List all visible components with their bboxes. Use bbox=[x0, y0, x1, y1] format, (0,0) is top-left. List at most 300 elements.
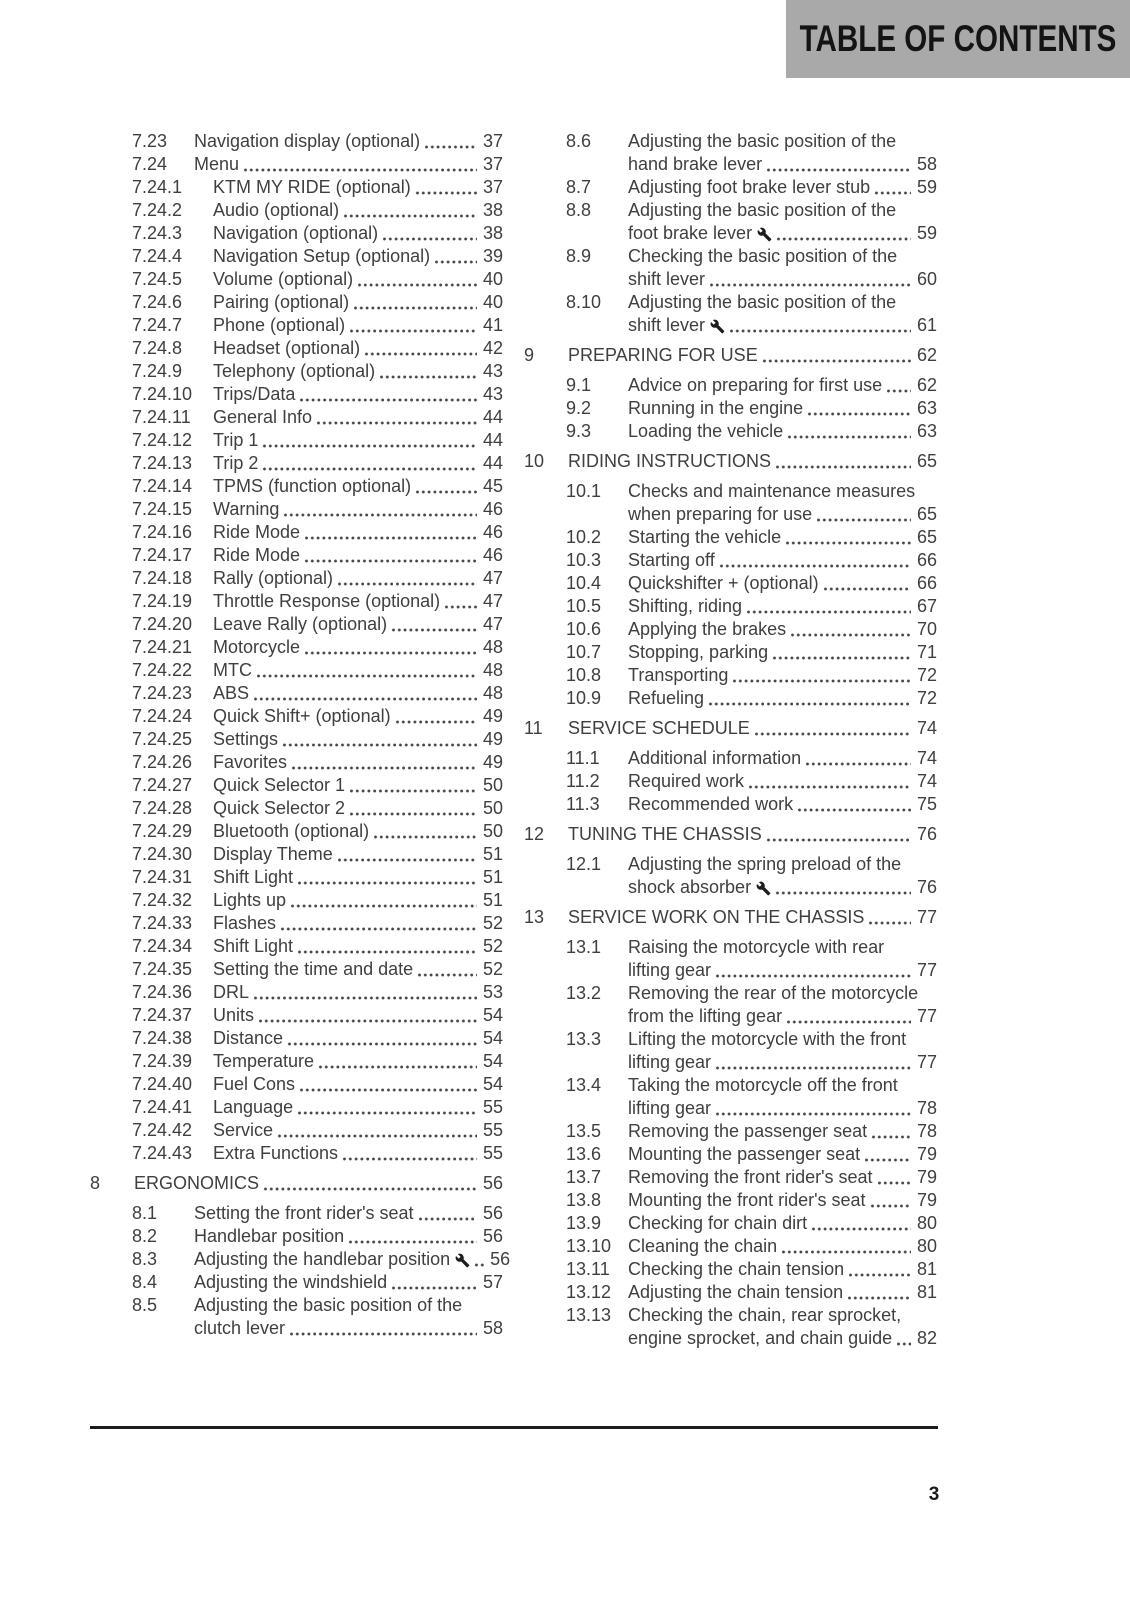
toc-entry-last-line bbox=[628, 747, 937, 770]
dot-leader bbox=[775, 890, 911, 896]
toc-entry-last-line bbox=[213, 245, 503, 268]
toc-entry-last-line bbox=[628, 397, 937, 420]
dot-leader bbox=[848, 1272, 911, 1278]
toc-entry-body bbox=[213, 1119, 503, 1142]
toc-entry-title: TPMS (function optional) bbox=[213, 476, 412, 496]
toc-entry-page: 50 bbox=[482, 775, 503, 795]
toc-entry bbox=[524, 595, 937, 618]
toc-entry-title: shock absorber bbox=[628, 877, 752, 897]
toc-entry-last-line bbox=[194, 130, 503, 153]
toc-entry-title: Cleaning the chain bbox=[628, 1236, 778, 1256]
toc-entry-number: 7.24.4 bbox=[132, 246, 183, 266]
toc-entry-page: 40 bbox=[482, 269, 503, 289]
toc-entry-body bbox=[213, 544, 503, 567]
toc-entry-title: Quick Selector 2 bbox=[213, 798, 346, 818]
toc-entry-last-line bbox=[213, 590, 503, 613]
toc-entry-number: 9.2 bbox=[566, 398, 592, 418]
dot-leader bbox=[373, 834, 477, 840]
toc-entry-number: 8.8 bbox=[566, 200, 592, 220]
toc-entry-number: 8.2 bbox=[132, 1226, 158, 1246]
toc-entry bbox=[90, 705, 503, 728]
toc-entry-title: Running in the engine bbox=[628, 398, 804, 418]
toc-entry-title: shift lever bbox=[628, 315, 706, 335]
dot-leader bbox=[805, 761, 911, 767]
toc-entry-number: 10.3 bbox=[566, 550, 602, 570]
toc-entry-title: engine sprocket, and chain guide bbox=[628, 1328, 893, 1348]
toc-entry-title: Motorcycle bbox=[213, 637, 301, 657]
toc-entry-page: 46 bbox=[482, 545, 503, 565]
toc-entry bbox=[524, 1143, 937, 1166]
toc-entry-page: 53 bbox=[482, 982, 503, 1002]
toc-entry-last-line bbox=[213, 935, 503, 958]
toc-entry-body bbox=[213, 429, 503, 452]
toc-entry-body bbox=[213, 521, 503, 544]
toc-entry bbox=[524, 906, 937, 929]
dot-leader bbox=[291, 765, 477, 771]
toc-entry-number: 7.24.12 bbox=[132, 430, 193, 450]
toc-entry-last-line bbox=[213, 567, 503, 590]
toc-entry-last-line bbox=[194, 1317, 503, 1340]
toc-entry-number: 7.24.32 bbox=[132, 890, 193, 910]
toc-entry-last-line bbox=[628, 153, 937, 176]
toc-entry-body bbox=[628, 770, 937, 793]
dot-leader bbox=[732, 678, 911, 684]
toc-entry bbox=[90, 912, 503, 935]
toc-entry-number: 7.24.29 bbox=[132, 821, 193, 841]
toc-entry bbox=[524, 291, 937, 337]
toc-entry bbox=[90, 1294, 503, 1340]
dot-leader bbox=[415, 489, 477, 495]
toc-entry-body bbox=[213, 452, 503, 475]
toc-entry-body bbox=[628, 1235, 937, 1258]
toc-entry-page: 76 bbox=[916, 877, 937, 897]
toc-entry-title: Pairing (optional) bbox=[213, 292, 350, 312]
toc-entry-number: 13.6 bbox=[566, 1144, 602, 1164]
toc-entry-title: KTM MY RIDE (optional) bbox=[213, 177, 411, 197]
dot-leader bbox=[444, 604, 477, 610]
toc-entry-body bbox=[628, 793, 937, 816]
toc-entry-last-line bbox=[194, 1202, 503, 1225]
dot-leader bbox=[417, 972, 477, 978]
dot-leader bbox=[772, 655, 911, 661]
toc-entry-title: Trips/Data bbox=[213, 384, 296, 404]
toc-entry-page: 58 bbox=[482, 1318, 503, 1338]
toc-entry-title: Headset (optional) bbox=[213, 338, 361, 358]
toc-entry-body bbox=[628, 1143, 937, 1166]
toc-entry-page: 41 bbox=[482, 315, 503, 335]
dot-leader bbox=[262, 466, 477, 472]
dot-leader bbox=[870, 1203, 911, 1209]
toc-entry-last-line bbox=[628, 503, 937, 526]
toc-entry-title: TUNING THE CHASSIS bbox=[568, 824, 762, 844]
toc-entry-body bbox=[213, 1073, 503, 1096]
toc-entry-title-line1: Lifting the motorcycle with the front bbox=[628, 1029, 907, 1049]
toc-entry-title: ERGONOMICS bbox=[134, 1173, 260, 1193]
toc-entry-title: Trip 1 bbox=[213, 430, 259, 450]
toc-entry-body bbox=[628, 1166, 937, 1189]
dot-leader bbox=[864, 1157, 911, 1163]
dot-leader bbox=[348, 1239, 477, 1245]
toc-entry-body bbox=[628, 687, 937, 710]
toc-entry-page: 78 bbox=[916, 1121, 937, 1141]
toc-entry-title: Audio (optional) bbox=[213, 200, 340, 220]
toc-entry-page: 72 bbox=[916, 665, 937, 685]
dot-leader bbox=[289, 1331, 477, 1337]
toc-entry-number: 7.24.30 bbox=[132, 844, 193, 864]
toc-entry-page: 82 bbox=[916, 1328, 937, 1348]
dot-leader bbox=[391, 627, 477, 633]
toc-entry-body bbox=[213, 245, 503, 268]
dot-leader bbox=[748, 784, 911, 790]
toc-entry bbox=[524, 687, 937, 710]
toc-entry-number: 7.24.9 bbox=[132, 361, 183, 381]
toc-entry-title: Setting the time and date bbox=[213, 959, 414, 979]
toc-entry-last-line bbox=[213, 1027, 503, 1050]
toc-entry-title: Bluetooth (optional) bbox=[213, 821, 370, 841]
dot-leader bbox=[282, 742, 477, 748]
toc-entry-page: 77 bbox=[916, 907, 937, 927]
toc-entry-page: 77 bbox=[916, 1052, 937, 1072]
toc-entry bbox=[90, 843, 503, 866]
dot-leader bbox=[797, 807, 911, 813]
toc-entry-title: Volume (optional) bbox=[213, 269, 354, 289]
toc-entry bbox=[524, 245, 937, 291]
toc-entry-body bbox=[213, 636, 503, 659]
toc-entry-body bbox=[628, 936, 937, 982]
toc-entry-title: General Info bbox=[213, 407, 313, 427]
toc-entry-title: when preparing for use bbox=[628, 504, 813, 524]
toc-entry-page: 65 bbox=[916, 451, 937, 471]
toc-entry-page: 50 bbox=[482, 798, 503, 818]
toc-entry-last-line bbox=[628, 420, 937, 443]
toc-entry-number: 13.13 bbox=[566, 1305, 612, 1325]
toc-entry-last-line bbox=[194, 1248, 511, 1271]
dot-leader bbox=[754, 731, 911, 737]
toc-entry bbox=[90, 544, 503, 567]
toc-entry-page: 38 bbox=[482, 223, 503, 243]
toc-entry-title: Units bbox=[213, 1005, 255, 1025]
dot-leader bbox=[715, 973, 911, 979]
toc-entry-body bbox=[213, 199, 503, 222]
toc-entry-last-line bbox=[213, 636, 503, 659]
dot-leader bbox=[415, 190, 477, 196]
toc-entry-last-line bbox=[213, 958, 503, 981]
toc-entry-page: 56 bbox=[490, 1249, 511, 1269]
toc-entry-title: Mounting the front rider's seat bbox=[628, 1190, 866, 1210]
toc-entry-body bbox=[628, 1074, 937, 1120]
toc-entry-body bbox=[628, 397, 937, 420]
toc-entry-title: clutch lever bbox=[194, 1318, 286, 1338]
toc-entry-title: Distance bbox=[213, 1028, 284, 1048]
toc-entry-number: 7.24.34 bbox=[132, 936, 193, 956]
toc-entry bbox=[90, 1050, 503, 1073]
toc-entry-last-line bbox=[213, 498, 503, 521]
toc-entry-number: 7.24.42 bbox=[132, 1120, 193, 1140]
toc-entry-last-line bbox=[213, 452, 503, 475]
toc-entry-number: 7.24.2 bbox=[132, 200, 183, 220]
toc-entry-number: 13.12 bbox=[566, 1282, 612, 1302]
toc-entry-body bbox=[628, 664, 937, 687]
toc-entry-title: foot brake lever bbox=[628, 223, 753, 243]
toc-column-left bbox=[90, 130, 511, 1340]
dot-leader bbox=[868, 920, 911, 926]
dot-leader bbox=[262, 443, 477, 449]
toc-entry-body bbox=[628, 572, 937, 595]
toc-entry-body bbox=[628, 291, 937, 337]
toc-entry-number: 10 bbox=[524, 451, 545, 471]
toc-entry-body bbox=[628, 526, 937, 549]
toc-entry bbox=[524, 199, 937, 245]
toc-entry-number: 13.9 bbox=[566, 1213, 602, 1233]
toc-entry-last-line bbox=[628, 1051, 937, 1074]
toc-entry-title: Flashes bbox=[213, 913, 277, 933]
toc-entry bbox=[90, 728, 503, 751]
toc-entry-body bbox=[213, 659, 503, 682]
toc-entry-last-line bbox=[213, 314, 503, 337]
toc-entry-title-line1: Checking the basic position of the bbox=[628, 246, 898, 266]
toc-entry-number: 8.7 bbox=[566, 177, 592, 197]
dot-leader bbox=[816, 517, 911, 523]
footer-divider bbox=[90, 1426, 938, 1429]
toc-entry-page: 37 bbox=[482, 177, 503, 197]
dot-leader bbox=[766, 837, 911, 843]
toc-entry-page: 62 bbox=[916, 375, 937, 395]
dot-leader bbox=[424, 144, 477, 150]
toc-entry-number: 7.24.18 bbox=[132, 568, 193, 588]
toc-entry-number: 7.24.39 bbox=[132, 1051, 193, 1071]
toc-entry-page: 52 bbox=[482, 913, 503, 933]
toc-entry-page: 47 bbox=[482, 591, 503, 611]
toc-entry-page: 45 bbox=[482, 476, 503, 496]
toc-entry-title: Leave Rally (optional) bbox=[213, 614, 388, 634]
toc-entry bbox=[524, 770, 937, 793]
toc-entry-page: 77 bbox=[916, 960, 937, 980]
toc-entry-body bbox=[213, 797, 503, 820]
toc-entry-body bbox=[628, 1304, 937, 1350]
toc-entry-page: 80 bbox=[916, 1213, 937, 1233]
toc-entry-title: Starting the vehicle bbox=[628, 527, 782, 547]
toc-entry-last-line bbox=[628, 1327, 937, 1350]
toc-entry-body bbox=[134, 1172, 503, 1195]
toc-entry-page: 49 bbox=[482, 752, 503, 772]
toc-entry-page: 55 bbox=[482, 1143, 503, 1163]
toc-entry bbox=[90, 1202, 503, 1225]
dot-leader bbox=[746, 609, 911, 615]
toc-entry-number: 7.24.28 bbox=[132, 798, 193, 818]
toc-entry-page: 48 bbox=[482, 637, 503, 657]
toc-entry-title: Starting off bbox=[628, 550, 715, 570]
toc-entry-page: 38 bbox=[482, 200, 503, 220]
toc-entry bbox=[90, 1119, 503, 1142]
dot-leader bbox=[256, 673, 477, 679]
toc-entry-page: 51 bbox=[482, 890, 503, 910]
toc-entry-body bbox=[194, 1248, 511, 1271]
toc-entry-body bbox=[628, 245, 937, 291]
toc-entry bbox=[90, 682, 503, 705]
toc-entry bbox=[524, 1258, 937, 1281]
toc-entry-title: Applying the brakes bbox=[628, 619, 787, 639]
toc-entry-page: 50 bbox=[482, 821, 503, 841]
toc-entry bbox=[524, 936, 937, 982]
toc-entry-page: 44 bbox=[482, 430, 503, 450]
toc-entry-body bbox=[213, 751, 503, 774]
toc-entry-last-line bbox=[628, 1258, 937, 1281]
toc-entry-title-line1: Removing the rear of the motorcycle bbox=[628, 983, 919, 1003]
toc-entry-page: 79 bbox=[916, 1190, 937, 1210]
toc-entry-body bbox=[213, 1004, 503, 1027]
toc-entry-title: MTC bbox=[213, 660, 252, 680]
dot-leader bbox=[708, 701, 911, 707]
toc-entry-body bbox=[213, 912, 503, 935]
toc-entry-title: Additional information bbox=[628, 748, 802, 768]
toc-entry-body bbox=[628, 641, 937, 664]
toc-entry-page: 56 bbox=[482, 1203, 503, 1223]
toc-entry-body bbox=[194, 130, 503, 153]
toc-entry-page: 59 bbox=[916, 177, 937, 197]
toc-entry-body bbox=[213, 360, 503, 383]
toc-entry bbox=[524, 618, 937, 641]
toc-entry-title-line1: Taking the motorcycle off the front bbox=[628, 1075, 898, 1095]
toc-entry-page: 44 bbox=[482, 407, 503, 427]
dot-leader bbox=[379, 374, 477, 380]
toc-entry-number: 7.24.19 bbox=[132, 591, 193, 611]
toc-entry-number: 11.2 bbox=[566, 771, 600, 791]
dot-leader bbox=[349, 811, 477, 817]
toc-entry-page: 54 bbox=[482, 1005, 503, 1025]
wrench-icon bbox=[756, 881, 771, 896]
toc-entry-last-line bbox=[213, 544, 503, 567]
dot-leader bbox=[304, 650, 477, 656]
toc-entry bbox=[90, 935, 503, 958]
toc-entry-number: 13.4 bbox=[566, 1075, 602, 1095]
toc-entry-number: 11 bbox=[524, 718, 543, 738]
toc-entry-last-line bbox=[628, 770, 937, 793]
dot-leader bbox=[243, 167, 477, 173]
toc-entry-number: 11.3 bbox=[566, 794, 600, 814]
toc-entry-title: ABS bbox=[213, 683, 250, 703]
dot-leader bbox=[811, 1226, 911, 1232]
dot-leader bbox=[874, 190, 911, 196]
toc-entry bbox=[90, 153, 503, 176]
dot-leader bbox=[297, 880, 477, 886]
toc-entry-body bbox=[213, 498, 503, 521]
toc-entry-title: Setting the front rider's seat bbox=[194, 1203, 414, 1223]
toc-entry bbox=[524, 176, 937, 199]
toc-entry bbox=[524, 1281, 937, 1304]
toc-entry-last-line bbox=[213, 429, 503, 452]
toc-entry-page: 39 bbox=[482, 246, 503, 266]
toc-entry bbox=[90, 1225, 503, 1248]
toc-entry-title: Menu bbox=[194, 154, 240, 174]
wrench-icon bbox=[455, 1253, 470, 1268]
toc-entry-last-line bbox=[213, 521, 503, 544]
toc-entry bbox=[524, 1166, 937, 1189]
toc-entry bbox=[524, 1028, 937, 1074]
toc-entry-body bbox=[628, 1028, 937, 1074]
toc-entry bbox=[90, 1248, 511, 1271]
toc-entry-title: Shifting, riding bbox=[628, 596, 743, 616]
page-title: TABLE OF CONTENTS bbox=[799, 18, 1117, 59]
toc-entry bbox=[90, 222, 503, 245]
toc-entry-body bbox=[628, 374, 937, 397]
toc-entry-body bbox=[213, 935, 503, 958]
toc-entry-number: 8 bbox=[90, 1173, 101, 1193]
toc-entry-page: 67 bbox=[916, 596, 937, 616]
toc-entry-title: Quick Selector 1 bbox=[213, 775, 346, 795]
wrench-icon bbox=[710, 319, 725, 334]
toc-entry-body bbox=[628, 853, 937, 899]
toc-entry-last-line bbox=[213, 682, 503, 705]
toc-entry bbox=[90, 176, 503, 199]
dot-leader bbox=[304, 558, 477, 564]
dot-leader bbox=[297, 1110, 477, 1116]
toc-entry bbox=[90, 521, 503, 544]
dot-leader bbox=[715, 1065, 911, 1071]
toc-entry-title: Navigation (optional) bbox=[213, 223, 379, 243]
toc-entry-title: Warning bbox=[213, 499, 280, 519]
toc-entry-number: 8.4 bbox=[132, 1272, 158, 1292]
toc-entry-last-line bbox=[213, 659, 503, 682]
toc-entry-last-line bbox=[213, 889, 503, 912]
toc-entry bbox=[524, 1304, 937, 1350]
toc-entry-last-line bbox=[628, 549, 937, 572]
toc-entry bbox=[90, 889, 503, 912]
toc-entry-page: 63 bbox=[916, 398, 937, 418]
toc-entry-number: 7.24.21 bbox=[132, 637, 193, 657]
toc-entry-title: Telephony (optional) bbox=[213, 361, 376, 381]
toc-entry-body bbox=[568, 823, 937, 846]
toc-entry-number: 9 bbox=[524, 345, 535, 365]
toc-entry-title: Required work bbox=[628, 771, 745, 791]
toc-column-right bbox=[524, 130, 937, 1350]
toc-entry-title-line1: Checks and maintenance measures bbox=[628, 481, 916, 501]
toc-entry-body bbox=[628, 747, 937, 770]
dot-leader bbox=[299, 1087, 477, 1093]
toc-entry-title: Rally (optional) bbox=[213, 568, 334, 588]
toc-entry bbox=[90, 1271, 503, 1294]
toc-entry-last-line bbox=[213, 199, 503, 222]
toc-entry-page: 71 bbox=[916, 642, 937, 662]
toc-entry-page: 43 bbox=[482, 384, 503, 404]
toc-entry-page: 54 bbox=[482, 1074, 503, 1094]
dot-leader bbox=[418, 1216, 477, 1222]
toc-entry-page: 79 bbox=[916, 1144, 937, 1164]
toc-entry-body bbox=[628, 1120, 937, 1143]
toc-entry-number: 13.5 bbox=[566, 1121, 602, 1141]
footer-page-number: 3 bbox=[928, 1484, 940, 1505]
toc-entry-body bbox=[213, 406, 503, 429]
toc-entry bbox=[524, 717, 937, 740]
toc-entry-number: 7.24.43 bbox=[132, 1143, 193, 1163]
toc-entry-last-line bbox=[213, 1142, 503, 1165]
dot-leader bbox=[283, 512, 477, 518]
toc-entry-number: 7.24.41 bbox=[132, 1097, 193, 1117]
dot-leader bbox=[382, 236, 477, 242]
toc-entry-number: 7.24.27 bbox=[132, 775, 193, 795]
toc-entry-title: from the lifting gear bbox=[628, 1006, 783, 1026]
toc-entry-number: 7.24.37 bbox=[132, 1005, 193, 1025]
toc-entry-body bbox=[628, 982, 937, 1028]
dot-leader bbox=[781, 1249, 911, 1255]
dot-leader bbox=[719, 563, 911, 569]
dot-leader bbox=[775, 464, 911, 470]
toc-entry-body bbox=[213, 866, 503, 889]
toc-entry-title: Shift Light bbox=[213, 867, 294, 887]
toc-entry-last-line bbox=[194, 1225, 503, 1248]
toc-entry-page: 43 bbox=[482, 361, 503, 381]
toc-entry-body bbox=[213, 475, 503, 498]
toc-entry bbox=[90, 774, 503, 797]
